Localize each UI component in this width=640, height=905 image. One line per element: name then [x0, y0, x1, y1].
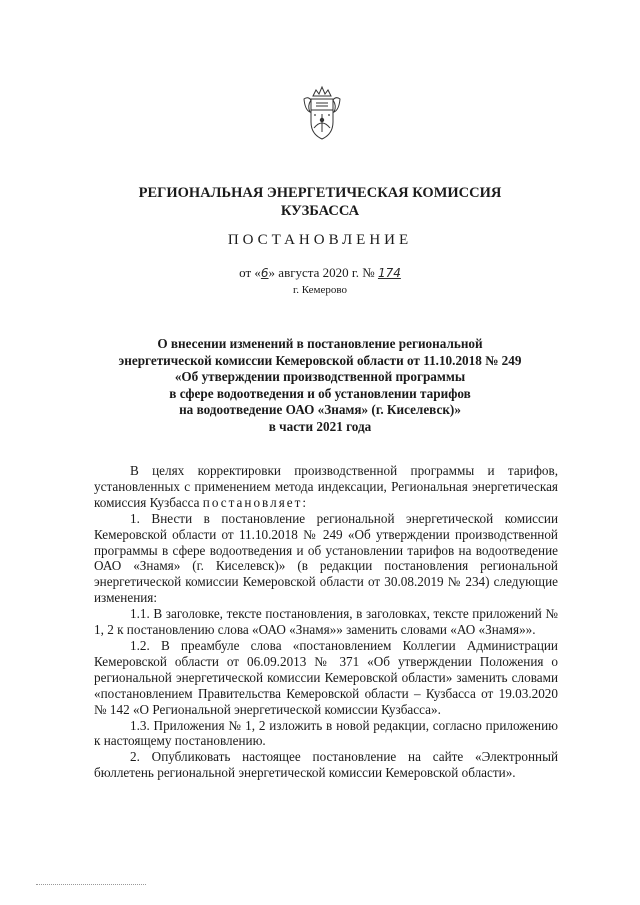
document-number-handwritten: 174 — [377, 266, 401, 280]
title-line: в сфере водоотведения и об установлении тарифов — [169, 385, 471, 401]
organization-name-line1: РЕГИОНАЛЬНАЯ ЭНЕРГЕТИЧЕСКАЯ КОМИССИЯ — [138, 185, 502, 201]
title-line: О внесении изменений в постановление региональной — [157, 336, 483, 351]
paragraph-preamble — [94, 463, 558, 511]
document-date-line — [80, 265, 560, 281]
preamble-resolves: постановляет — [202, 494, 303, 510]
title-line: в части 2021 года — [268, 418, 372, 434]
date-day-handwritten: 6 — [260, 266, 269, 280]
paragraph-item-1-2: 1.2. В преамбуле слова «постановлением Коллегии Администрации Кемеровской области от 06.09.2013 № 371 «Об утверждении Положения о региональной энергетической комиссии Кемеровской области» заменить словами «постановлением Правительства Кемеровской области – Кузбасса от 19.03.2020 № 142 «О Региональной энергетической комиссии Кузбасса». — [94, 637, 558, 717]
organization-name-line2: КУЗБАССА — [280, 203, 360, 219]
date-middle: » августа 2020 г. № — [268, 265, 375, 280]
title-line: энергетической комиссии Кемеровской области от 11.10.2018 № 249 — [118, 352, 522, 368]
title-line: «Об утверждении производственной программы — [174, 369, 466, 385]
paragraph-item-2: 2. Опубликовать настоящее постановление на сайте «Электронный бюллетень региональной энергетической комиссии Кемеровской области». — [94, 749, 558, 781]
paragraph-item-1-3: 1.3. Приложения № 1, 2 изложить в новой редакции, согласно приложению к настоящему постановлению. — [94, 717, 558, 749]
document-city: г. Кемерово — [292, 284, 348, 296]
document-title — [90, 336, 550, 436]
document-type: ПОСТАНОВЛЕНИЕ — [227, 232, 413, 248]
footer-dotted-line — [36, 884, 146, 885]
paragraph-item-1-1: 1.1. В заголовке, тексте постановления, в заголовках, тексте приложений № 1, 2 к постановлению слова «ОАО «Знамя»» заменить словами «АО «Знамя»». — [94, 606, 558, 638]
preamble-text: В целях корректировки производственной программы и тарифов, установленных с применением метода индексации, Региональная энергетическая комиссия Кузбасса — [94, 463, 558, 510]
title-line: на водоотведение ОАО «Знамя» (г. Киселевск)» — [179, 402, 461, 418]
document-body — [94, 463, 558, 781]
kuzbass-coat-of-arms-icon — [300, 82, 344, 144]
preamble-end: : — [302, 494, 307, 510]
paragraph-item-1: 1. Внести в постановление региональной энергетической комиссии Кемеровской области от 11.10.2018 № 249 «Об утверждении производственной программы в сфере водоотведения и об установлении тарифов на водоотведение ОАО «Знамя» (г. Киселевск)» (в редакции постановления региональной энергетической комиссии Кемеровской области от 30.08.2019 № 234) следующие изменения: — [94, 510, 558, 606]
date-prefix: от « — [239, 265, 261, 280]
